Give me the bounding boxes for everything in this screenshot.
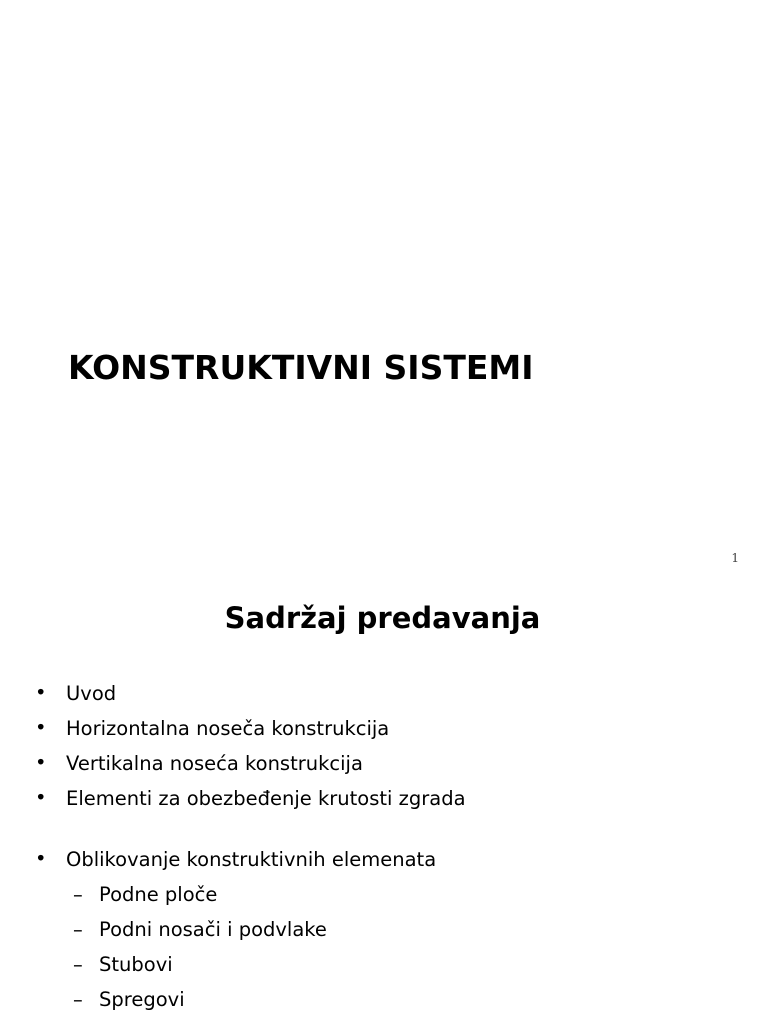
slide-heading: Sadržaj predavanja bbox=[224, 601, 541, 635]
slide-title: KONSTRUKTIVNI SISTEMI bbox=[68, 348, 534, 387]
bullet-icon: • bbox=[35, 847, 47, 870]
sub-list-item-label: Podne ploče bbox=[99, 883, 218, 906]
list-item-label: Horizontalna noseča konstrukcija bbox=[66, 717, 390, 740]
list-item-label: Vertikalna noseća konstrukcija bbox=[66, 752, 363, 775]
list-item-label: Elementi za obezbeđenje krutosti zgrada bbox=[66, 787, 466, 810]
list-item-label: Uvod bbox=[66, 682, 117, 705]
dash-icon: – bbox=[73, 988, 83, 1011]
bullet-icon: • bbox=[35, 751, 47, 774]
page-number: 1 bbox=[731, 551, 739, 565]
bullet-icon: • bbox=[35, 716, 47, 739]
sub-list-item-label: Spregovi bbox=[99, 988, 185, 1011]
dash-icon: – bbox=[73, 883, 83, 906]
dash-icon: – bbox=[73, 918, 83, 941]
bullet-icon: • bbox=[35, 681, 47, 704]
sub-list-item-label: Stubovi bbox=[99, 953, 173, 976]
sub-list-item-label: Podni nosači i podvlake bbox=[99, 918, 327, 941]
list-item-label: Oblikovanje konstruktivnih elemenata bbox=[66, 848, 437, 871]
bullet-icon: • bbox=[35, 786, 47, 809]
dash-icon: – bbox=[73, 953, 83, 976]
